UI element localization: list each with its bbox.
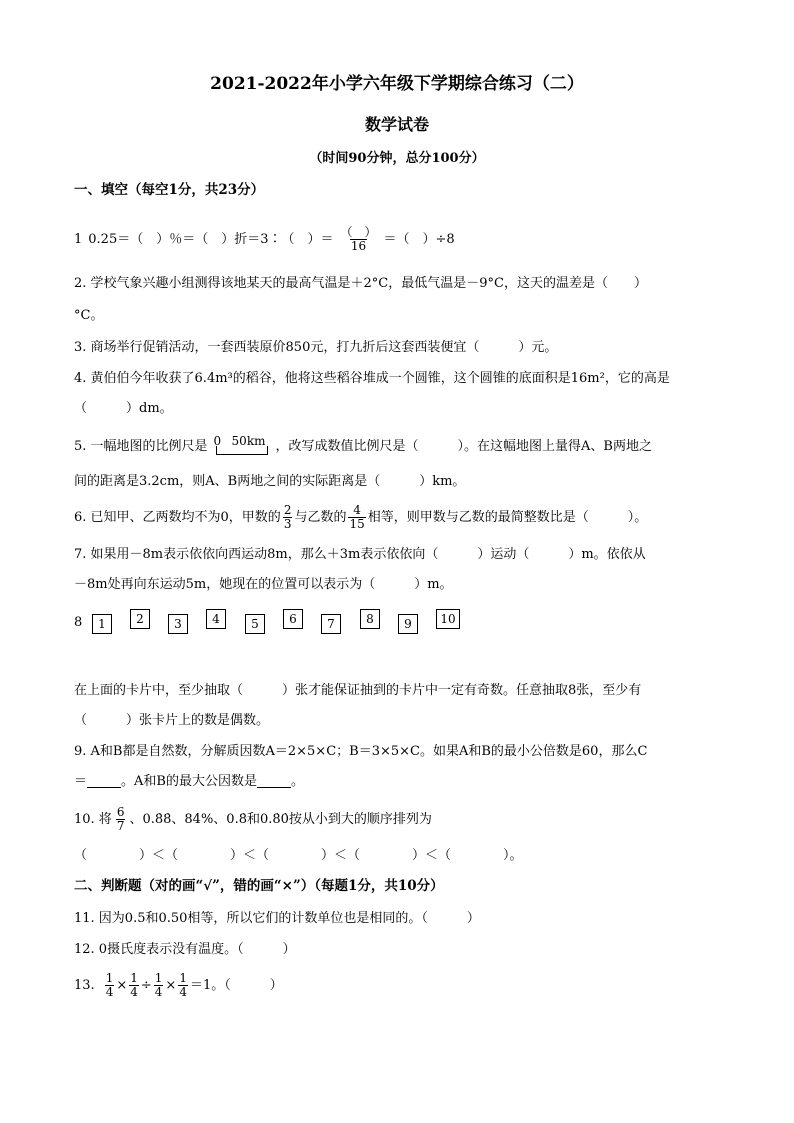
question-3: 3. 商场举行促销活动，一套西装原价850元，打九折后这套西装便宜（ ）元。 — [74, 340, 558, 355]
multiply-operator: × — [165, 977, 177, 993]
question-6-text-c: 相等，则甲数与乙数的最简整数比是（ ）。 — [367, 509, 648, 525]
fraction-numerator: 1 — [105, 970, 114, 985]
answer-blank[interactable] — [87, 775, 121, 788]
scale-tick-right — [267, 446, 268, 454]
question-13-text: ＝1。（ ） — [189, 977, 283, 993]
exam-subject: 数学试卷 — [364, 115, 429, 134]
question-1-number: 1 — [74, 231, 83, 247]
fraction-denominator: 16 — [350, 238, 367, 253]
section-1-heading: 一、填空（每空1分，共23分） — [74, 182, 265, 198]
fraction-numerator: 1 — [179, 970, 187, 985]
number-card: 9 — [398, 614, 418, 634]
fraction-denominator: 4 — [179, 984, 187, 999]
answer-blank[interactable] — [257, 775, 291, 788]
fraction-numerator: 4 — [353, 502, 361, 517]
question-10-text-a: 10. 将 — [74, 811, 112, 827]
number-card: 5 — [245, 614, 265, 634]
question-9-text-b: 。A和B的最大公因数是 — [121, 774, 257, 789]
number-card: 4 — [206, 609, 226, 629]
section-2-heading: 二、判断题（对的画“√”，错的画“×”）（每题1分，共10分） — [74, 878, 444, 894]
question-8-number: 8 — [74, 615, 83, 630]
number-card: 7 — [321, 614, 341, 634]
question-4-line-1: 4. 黄伯伯今年收获了6.4m³的稻谷，他将这些稻谷堆成一个圆锥，这个圆锥的底面积是16m²，它的高是 — [74, 371, 670, 386]
question-9-line-2 — [74, 775, 304, 788]
question-2-line-1: 2. 学校气象兴趣小组测得该地某天的最高气温是＋2°C，最低气温是－9°C，这天的温差是（ ） — [74, 276, 647, 291]
divide-operator: ÷ — [140, 977, 152, 993]
question-1-text-b: ＝（ ）÷8 — [383, 231, 455, 247]
question-6-text-b: 与乙数的 — [294, 509, 347, 525]
fraction-denominator: 3 — [283, 516, 292, 531]
scale-tick-left — [216, 446, 217, 454]
question-13-fraction — [129, 972, 139, 998]
question-13-number: 13. — [74, 977, 95, 993]
question-8-line-1: 在上面的卡片中，至少抽取（ ）张才能保证抽到的卡片中一定有奇数。任意抽取8张，至少有 — [74, 683, 642, 698]
question-7-line-1: 7. 如果用－8m表示依依向西运动8m，那么＋3m表示依依向（ ）运动（ ）m。依依从 — [74, 547, 646, 562]
question-7-line-2: －8m处再向东运动5m，她现在的位置可以表示为（ ）m。 — [74, 577, 453, 592]
question-13-fraction — [178, 972, 188, 998]
question-2-line-2: °C。 — [74, 308, 104, 323]
question-1-fraction — [340, 226, 378, 252]
fraction-numerator: 6 — [116, 804, 125, 819]
question-5-text-b: ，改写成数值比例尺是（ ）。在这幅地图上量得A、B两地之 — [275, 438, 652, 454]
number-card: 10 — [436, 609, 460, 629]
fraction-denominator: 4 — [105, 984, 114, 999]
exam-title: 2021-2022年小学六年级下学期综合练习（二） — [210, 74, 584, 94]
question-9-text-a: ＝ — [74, 774, 88, 789]
question-6-text-a: 6. 已知甲、乙两数均不为0，甲数的 — [74, 509, 281, 525]
question-12: 12. 0摄氏度表示没有温度。（ ） — [74, 942, 296, 957]
scale-distance-label: 50km — [231, 434, 266, 448]
question-6-fraction-2 — [348, 504, 365, 530]
number-card: 2 — [130, 609, 150, 629]
fraction-denominator: 7 — [116, 818, 125, 833]
question-5-line-2: 间的距离是3.2cm，则A、B两地之间的实际距离是（ ）km。 — [74, 474, 466, 489]
question-6 — [74, 500, 647, 534]
question-1 — [74, 222, 455, 256]
fraction-denominator: 4 — [130, 984, 138, 999]
question-11: 11. 因为0.5和0.50相等，所以它们的计数单位也是相同的。（ ） — [74, 911, 480, 926]
question-10-text-b: 、0.8̇8̇、84%、0.8̇和0.8̇0̇按从小到大的顺序排列为 — [129, 811, 432, 827]
question-1-text-a: 0.25＝（ ）％＝（ ）折＝3∶（ ）＝ — [88, 231, 334, 247]
fraction-denominator: 4 — [154, 984, 163, 999]
multiply-operator: × — [116, 977, 128, 993]
question-10-line-2: （ ）＜（ ）＜（ ）＜（ ）＜（ ）。 — [74, 848, 523, 863]
fraction-denominator: 15 — [349, 516, 365, 531]
number-card: 3 — [168, 614, 188, 634]
scale-zero-label: 0 — [213, 434, 222, 448]
fraction-numerator: （ ） — [340, 224, 377, 239]
number-card: 6 — [283, 609, 303, 629]
question-10-line-1 — [74, 802, 432, 836]
question-9-text-c: 。 — [290, 774, 304, 789]
question-13 — [74, 968, 283, 1002]
question-13-fraction — [154, 972, 164, 998]
question-6-fraction-1 — [283, 504, 293, 530]
number-card: 1 — [92, 614, 112, 634]
question-9-line-1: 9. A和B都是自然数，分解质因数A＝2×5×C；B＝3×5×C。如果A和B的最小公倍数是60，那么C — [74, 744, 648, 759]
fraction-numerator: 1 — [130, 970, 138, 985]
question-5-text-a: 5. 一幅地图的比例尺是 — [74, 438, 208, 454]
question-10-fraction — [116, 806, 126, 832]
question-8-line-2: （ ）张卡片上的数是偶数。 — [74, 713, 270, 728]
question-4-line-2: （ ）dm。 — [74, 401, 173, 416]
question-13-fraction — [105, 972, 115, 998]
question-5-line-1 — [74, 432, 652, 460]
scale-line — [216, 454, 268, 455]
number-card: 8 — [360, 609, 380, 629]
fraction-numerator: 1 — [154, 970, 163, 985]
fraction-numerator: 2 — [283, 502, 292, 517]
map-scale-bar — [214, 435, 270, 457]
exam-time-note: （时间90分钟，总分100分） — [309, 151, 485, 166]
